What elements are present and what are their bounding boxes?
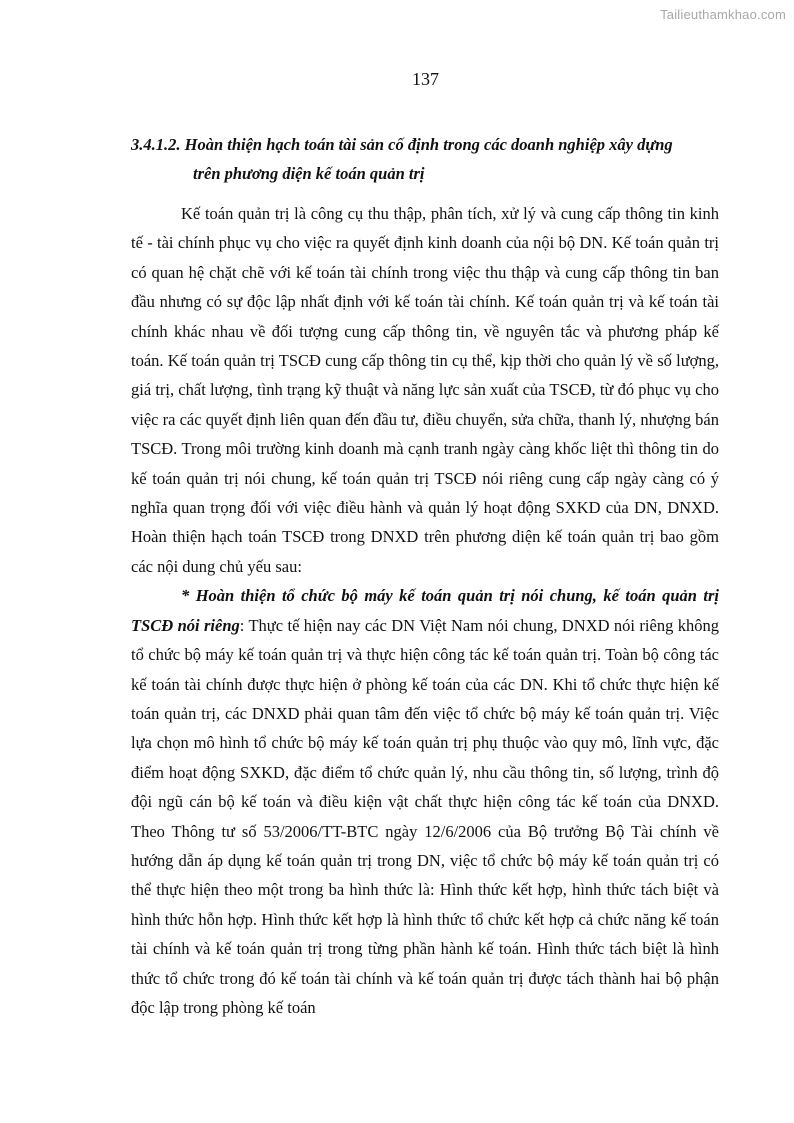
page-number: 137 — [412, 69, 439, 89]
section-heading-line1: 3.4.1.2. Hoàn thiện hạch toán tài sản cố định trong các doanh nghiệp xây dựng — [131, 135, 673, 154]
body-text — [131, 199, 719, 1022]
paragraph-2-lead: * Hoàn thiện tổ chức bộ máy kế toán quản trị nói chung, kế toán quản trị TSCĐ nói riêng — [131, 586, 719, 635]
paragraph-2-body: : Thực tế hiện nay các DN Việt Nam nói chung, DNXD nói riêng không tổ chức bộ máy kế toán quản trị và thực hiện công tác kế toán quản trị. Toàn bộ công tác kế toán tài chính được thực hiện ở phòng kế toán của các DN. Khi tổ chức thực hiện kế toán quản trị, các DNXD phải quan tâm đến việc tổ chức bộ máy kế toán quản trị. Việc lựa chọn mô hình tổ chức bộ máy kế toán quản trị phụ thuộc vào quy mô, lĩnh vực, đặc điểm hoạt động SXKD, đặc điểm tổ chức quản lý, nhu cầu thông tin, số lượng, trình độ đội ngũ cán bộ kế toán và điều kiện vật chất thực hiện công tác kế toán của DNXD. Theo Thông tư số 53/2006/TT-BTC ngày 12/6/2006 của Bộ trưởng Bộ Tài chính về hướng dẫn áp dụng kế toán quản trị trong DN, việc tổ chức bộ máy kế toán quản trị có thể thực hiện theo một trong ba hình thức là: Hình thức kết hợp, hình thức tách biệt và hình thức hỗn hợp. Hình thức kết hợp là hình thức tổ chức kết hợp cả chức năng kế toán tài chính và kế toán quản trị trong từng phần hành kế toán. Hình thức tách biệt là hình thức tổ chức trong đó kế toán tài chính và kế toán quản trị được tách thành hai bộ phận độc lập trong phòng kế toán — [131, 615, 719, 1017]
section-heading-line2: trên phương diện kế toán quản trị — [193, 164, 425, 183]
paragraph-2 — [131, 581, 719, 1022]
section-heading — [131, 130, 721, 188]
watermark: Tailieuthamkhao.com — [660, 7, 786, 22]
paragraph-1: Kế toán quản trị là công cụ thu thập, phân tích, xử lý và cung cấp thông tin kinh tế - tài chính phục vụ cho việc ra quyết định kinh doanh của nội bộ DN. Kế toán quản trị có quan hệ chặt chẽ với kế toán tài chính trong việc thu thập và cung cấp thông tin ban đầu nhưng có sự độc lập nhất định với kế toán tài chính. Kế toán quản trị và kế toán tài chính khác nhau về đối tượng cung cấp thông tin, về nguyên tắc và phương pháp kế toán. Kế toán quản trị TSCĐ cung cấp thông tin cụ thể, kịp thời cho quản lý về số lượng, giá trị, chất lượng, tình trạng kỹ thuật và năng lực sản xuất của TSCĐ, từ đó phục vụ cho việc ra các quyết định liên quan đến đầu tư, điều chuyển, sửa chữa, thanh lý, nhượng bán TSCĐ. Trong môi trường kinh doanh mà cạnh tranh ngày càng khốc liệt thì thông tin do kế toán quản trị nói chung, kế toán quản trị TSCĐ nói riêng cung cấp ngày càng có ý nghĩa quan trọng đối với việc điều hành và quản lý hoạt động SXKD của DN, DNXD. Hoàn thiện hạch toán TSCĐ trong DNXD trên phương diện kế toán quản trị bao gồm các nội dung chủ yếu sau: — [131, 204, 719, 576]
